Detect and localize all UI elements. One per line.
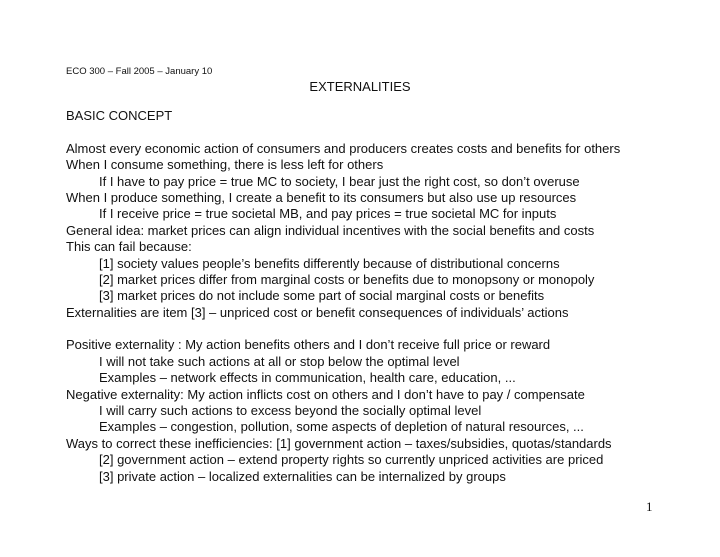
blank-line [66,321,706,337]
page-title [0,79,720,94]
text-line: Positive externality : My action benefits others and I don’t receive full price or reward [66,337,551,353]
document-body [66,108,706,485]
indented-text-line: [2] market prices differ from marginal costs or benefits due to monopsony or monopoly [99,271,595,287]
blank-line [66,124,706,140]
page-number: 1 [646,499,653,514]
indented-text-line: If I receive price = true societal MB, and pay prices = true societal MC for inputs [99,206,557,222]
text-line: Almost every economic action of consumers and producers creates costs and benefits for others [66,140,621,156]
text-line: This can fail because: [66,239,192,255]
indented-text-line: If I have to pay price = true MC to society, I bear just the right cost, so don’t overuse [99,173,580,189]
indented-text-line: I will carry such actions to excess beyond the socially optimal level [99,403,482,419]
text-line: When I produce something, I create a benefit to its consumers but also use up resources [66,189,577,205]
text-line: Externalities are item [3] – unpriced cost or benefit consequences of individuals’ actions [66,304,569,320]
text-line: When I consume something, there is less left for others [66,157,384,173]
text-line: Negative externality: My action inflicts cost on others and I don’t have to pay / compensate [66,386,585,402]
indented-text-line: [1] society values people’s benefits differently because of distributional concerns [99,255,560,271]
indented-text-line: Examples – network effects in communication, health care, education, ... [99,370,516,386]
course-header: ECO 300 – Fall 2005 – January 10 [66,66,213,77]
text-line: BASIC CONCEPT [66,108,173,123]
indented-text-line: [3] private action – localized externalities can be internalized by groups [99,468,506,484]
text-line: General idea: market prices can align individual incentives with the social benefits and costs [66,222,595,238]
indented-text-line: I will not take such actions at all or stop below the optimal level [99,353,460,369]
indented-text-line: [3] market prices do not include some part of social marginal costs or benefits [99,288,545,304]
indented-text-line: Examples – congestion, pollution, some aspects of depletion of natural resources, ... [99,419,584,435]
indented-text-line: [2] government action – extend property rights so currently unpriced activities are priced [99,452,604,468]
page-title-text: EXTERNALITIES [309,79,411,94]
text-line: Ways to correct these inefficiencies: [1] government action – taxes/subsidies, quotas/standards [66,435,612,451]
